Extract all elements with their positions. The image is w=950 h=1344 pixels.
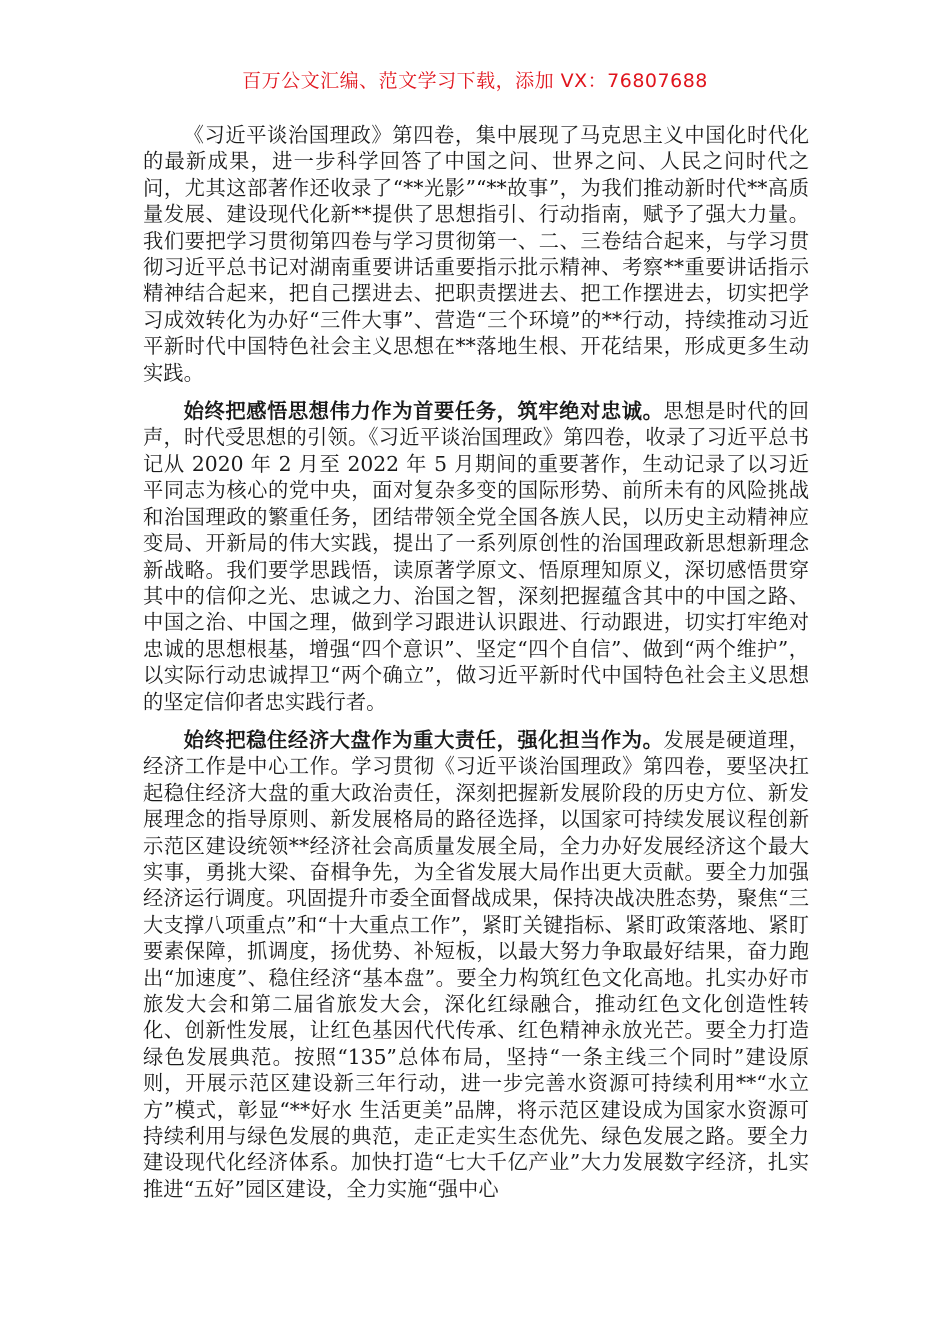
paragraph-lead: 始终把稳住经济大盘作为重大责任，强化担当作为。 [183,727,664,752]
header-banner: 百万公文汇编、范文学习下载，添加 VX：76807688 [242,70,708,92]
document-body [143,122,809,1214]
paragraph-lead: 始终把感悟思想伟力作为首要任务，筑牢绝对忠诚。 [183,399,664,424]
paragraph-text: 《习近平谈治国理政》第四卷，集中展现了马克思主义中国化时代化的最新成果，进一步科学回答了中国之问、世界之问、人民之问时代之问，尤其这部著作还收录了“**光影”“**故事”，为我们推动新时代**高质量发展、建设现代化新**提供了思想指引、行动指南，赋予了强大力量。我们要把学习贯彻第四卷与学习贯彻第一、二、三卷结合起来，与学习贯彻习近平总书记对湖南重要讲话重要指示批示精神、考察**重要讲话指示精神结合起来，把自己摆进去、把职责摆进去、把工作摆进去，切实把学习成效转化为办好“三件大事”、营造“三个环境”的**行动，持续推动习近平新时代中国特色社会主义思想在**落地生根、开花结果，形成更多生动实践。 [143,123,809,385]
paragraph-economy [143,727,809,1202]
paragraph-intro [143,122,809,386]
paragraph-ideology [143,398,809,715]
paragraph-text: 发展是硬道理，经济工作是中心工作。学习贯彻《习近平谈治国理政》第四卷，要坚决扛起稳住经济大盘的重大政治责任，深刻把握新发展阶段的历史方位、新发展理念的指导原则、新发展格局的路径选择，以国家可持续发展议程创新示范区建设统领**经济社会高质量发展全局，全力办好发展经济这个最大实事，勇挑大梁、奋楫争先，为全省发展大局作出更大贡献。要全力加强经济运行调度。巩固提升市委全面督战成果，保持决战决胜态势，聚焦“三大支撑八项重点”和“十大重点工作”，紧盯关键指标、紧盯政策落地、紧盯要素保障，抓调度，扬优势、补短板，以最大努力争取最好结果，奋力跑出“加速度”、稳住经济“基本盘”。要全力构筑红色文化高地。扎实办好市旅发大会和第二届省旅发大会，深化红绿融合，推动红色文化创造性转化、创新性发展，让红色基因代代传承、红色精神永放光芒。要全力打造绿色发展典范。按照“135”总体布局，坚持“一条主线三个同时”建设原则，开展示范区建设新三年行动，进一步完善水资源可持续利用**“水立方”模式，彰显“**好水 生活更美”品牌，将示范区建设成为国家水资源可持续利用与绿色发展的典范，走正走实生态优先、绿色发展之路。要全力建设现代化经济体系。加快打造“七大千亿产业”大力发展数字经济，扎实推进“五好”园区建设，全力实施“强中心 [143,727,809,1201]
paragraph-text: 思想是时代的回声，时代受思想的引领。《习近平谈治国理政》第四卷，收录了习近平总书记从 2020 年 2 月至 2022 年 5 月期间的重要著作，生动记录了以习近平同志为核心的党中央，面对复杂多变的国际形势、前所未有的风险挑战和治国理政的繁重任务，团结带领全党全国各族人民，以历史主动精神应变局、开新局的伟大实践，提出了一系列原创性的治国理政新思想新理念新战略。我们要学思践悟，读原著学原文、悟原理知原义，深切感悟贯穿其中的信仰之光、忠诚之力、治国之智，深刻把握蕴含其中的中国之路、中国之治、中国之理，做到学习跟进认识跟进、行动跟进，切实打牢绝对忠诚的思想根基，增强“四个意识”、坚定“四个自信”、做到“两个维护”，以实际行动忠诚捍卫“两个确立”，做习近平新时代中国特色社会主义思想的坚定信仰者忠实践行者。 [143,399,809,714]
